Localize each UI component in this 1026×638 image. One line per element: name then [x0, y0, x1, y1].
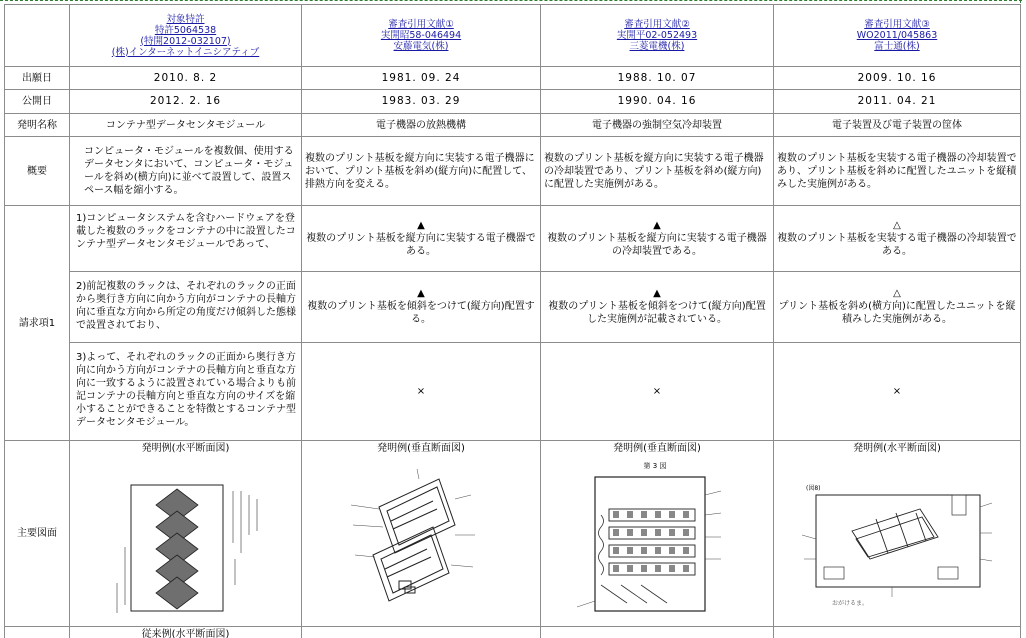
figure-cell[interactable]: [302, 441, 541, 627]
title-cell[interactable]: コンテナ型データセンタモジュール: [70, 114, 302, 137]
triangle-filled-icon: ▲: [653, 219, 661, 231]
empty-cell[interactable]: [541, 627, 774, 638]
cross-mark-icon: ×: [892, 385, 902, 397]
date-cell[interactable]: 2009. 10. 16: [774, 67, 1021, 90]
title-cell[interactable]: 電子装置及び電子装置の筐体: [774, 114, 1021, 137]
header-link[interactable]: (株)インターネットイニシアティブ: [111, 46, 260, 58]
header-link[interactable]: 三菱電機(株): [629, 41, 685, 52]
triangle-filled-icon: ▲: [653, 288, 661, 299]
figure-annotation: おがけるま。: [832, 600, 869, 607]
pcb-heat-dissipation-diagram: [321, 455, 521, 615]
claim-comment: 複数のプリント基板を縦方向に実装する電子機器である。: [306, 232, 536, 257]
date-cell[interactable]: 1990. 04. 16: [541, 90, 774, 114]
claim-eval-cell[interactable]: [302, 343, 541, 441]
row-label: 公開日: [5, 90, 70, 114]
forced-air-cooling-diagram: [557, 455, 757, 620]
summary-cell[interactable]: コンピュータ・モジュールを複数個、使用するデータセンタにおいて、コンピュータ・モジュールを斜め(横方向)に並べて設置して、設置スペース幅を縮小する。: [70, 137, 302, 206]
summary-cell[interactable]: 複数のプリント基板を縦方向に実装する電子機器の冷却装置であり、プリント基板を斜め(縦方向)に配置した実施例がある。: [541, 137, 774, 206]
header-link[interactable]: 審査引用文献③: [864, 19, 930, 30]
row-label: [5, 627, 70, 638]
patent-comparison-table: [4, 4, 1021, 638]
header-link[interactable]: 対象特許: [166, 13, 205, 25]
cross-mark-icon: ×: [416, 385, 426, 397]
claim-eval-cell[interactable]: [774, 272, 1021, 343]
figure-number: (図8): [806, 485, 821, 492]
claim-eval-cell[interactable]: [774, 343, 1021, 441]
figure-number: 第 3 図: [643, 462, 667, 470]
corner-cell: [5, 5, 70, 67]
figure-caption[interactable]: 従来例(水平断面図): [70, 627, 302, 638]
empty-cell[interactable]: [302, 627, 541, 638]
figure-cell[interactable]: [774, 441, 1021, 627]
date-cell[interactable]: 1988. 10. 07: [541, 67, 774, 90]
claim-comment: 複数のプリント基板を実装する電子機器の冷却装置である。: [777, 232, 1017, 257]
claim-eval-cell[interactable]: [541, 272, 774, 343]
header-link[interactable]: 実開昭58-046494: [380, 30, 462, 41]
electronic-housing-diagram: [792, 455, 1002, 615]
claim-eval-cell[interactable]: [541, 206, 774, 272]
row-label: 発明名称: [5, 114, 70, 137]
cited-doc-2-header[interactable]: [541, 5, 774, 67]
figure-caption: 発明例(水平断面図): [141, 443, 230, 454]
figure-caption: 発明例(垂直断面図): [613, 443, 701, 454]
publication-date-row: [5, 90, 1021, 114]
cited-doc-1-header[interactable]: [302, 5, 541, 67]
title-cell[interactable]: 電子機器の強制空気冷却装置: [541, 114, 774, 137]
claim-eval-cell[interactable]: [541, 343, 774, 441]
page-break-line-top: [0, 0, 1022, 1]
title-cell[interactable]: 電子機器の放熱機構: [302, 114, 541, 137]
row-label: 主要図面: [5, 441, 70, 627]
header-link[interactable]: 富士通(株): [874, 41, 920, 52]
summary-cell[interactable]: 複数のプリント基板を実装する電子機器の冷却装置であり、プリント基板を斜めに配置したユニットを縦積みした実施例がある。: [774, 137, 1021, 206]
summary-cell[interactable]: 複数のプリント基板を縦方向に実装する電子機器において、プリント基板を斜め(縦方向)に配置して、排熱方向を変える。: [302, 137, 541, 206]
container-rack-diagram: [101, 455, 271, 620]
date-cell[interactable]: 1981. 09. 24: [302, 67, 541, 90]
figure-caption: 発明例(水平断面図): [853, 443, 941, 454]
claim-row: [5, 343, 1021, 441]
header-link[interactable]: 特許5064538: [154, 24, 217, 36]
claim-eval-cell[interactable]: [302, 272, 541, 343]
claim-row: [5, 206, 1021, 272]
summary-row: [5, 137, 1021, 206]
figure-cell[interactable]: [541, 441, 774, 627]
figure-cell[interactable]: [70, 441, 302, 627]
triangle-outline-icon: △: [893, 219, 901, 231]
cited-doc-3-header[interactable]: [774, 5, 1021, 67]
claim-text-cell[interactable]: 2)前記複数のラックは、それぞれのラックの正面から奥行き方向に向かう方向がコンテナの長軸方向に垂直な方向から所定の角度だけ傾斜した態様で設置されており、: [70, 272, 302, 343]
header-link[interactable]: 審査引用文献①: [388, 19, 454, 30]
row-label: 出願日: [5, 67, 70, 90]
date-cell[interactable]: 2010. 8. 2: [70, 67, 302, 90]
header-link[interactable]: 安藤電気(株): [393, 41, 449, 52]
header-link[interactable]: WO2011/045863: [856, 30, 938, 41]
header-link[interactable]: 審査引用文献②: [624, 19, 690, 30]
cross-mark-icon: ×: [652, 385, 662, 397]
triangle-filled-icon: ▲: [417, 288, 425, 299]
triangle-filled-icon: ▲: [417, 219, 425, 231]
conventional-example-row: [5, 627, 1021, 638]
figure-caption: 発明例(垂直断面図): [377, 443, 465, 454]
row-label: 請求項1: [5, 206, 70, 441]
claim-comment: プリント基板を斜め(横方向)に配置したユニットを縦積みした実施例がある。: [778, 301, 1016, 325]
header-row: [5, 5, 1021, 67]
date-cell[interactable]: 2012. 2. 16: [70, 90, 302, 114]
claim-comment: 複数のプリント基板を傾斜をつけて(縦方向)配置する。: [307, 301, 535, 325]
row-label: 概要: [5, 137, 70, 206]
claim-comment: 複数のプリント基板を傾斜をつけて(縦方向)配置した実施例が記載されている。: [548, 301, 766, 325]
title-row: [5, 114, 1021, 137]
triangle-outline-icon: △: [893, 288, 901, 299]
claim-eval-cell[interactable]: [774, 206, 1021, 272]
target-patent-header[interactable]: [70, 5, 302, 67]
date-cell[interactable]: 1983. 03. 29: [302, 90, 541, 114]
claim-row: [5, 272, 1021, 343]
drawing-row: [5, 441, 1021, 627]
header-link[interactable]: 実開平02-052493: [616, 30, 698, 41]
empty-cell[interactable]: [774, 627, 1021, 638]
date-cell[interactable]: 2011. 04. 21: [774, 90, 1021, 114]
filing-date-row: [5, 67, 1021, 90]
claim-eval-cell[interactable]: [302, 206, 541, 272]
claim-comment: 複数のプリント基板を縦方向に実装する電子機器の冷却装置である。: [547, 232, 767, 257]
header-link[interactable]: (特開2012-032107): [140, 35, 231, 47]
claim-text-cell[interactable]: 3)よって、それぞれのラックの正面から奥行き方向に向かう方向がコンテナの長軸方向と垂直な方向に一致するように設置されている場合よりも前記コンテナの長軸方向と垂直な方向のサイズを縮小することができることを特徴とするコンテナ型データセンタモジュール。: [70, 343, 302, 441]
claim-text-cell[interactable]: 1)コンピュータシステムを含むハードウェアを登載した複数のラックをコンテナの中に設置したコンテナ型データセンタモジュールであって、: [70, 206, 302, 272]
